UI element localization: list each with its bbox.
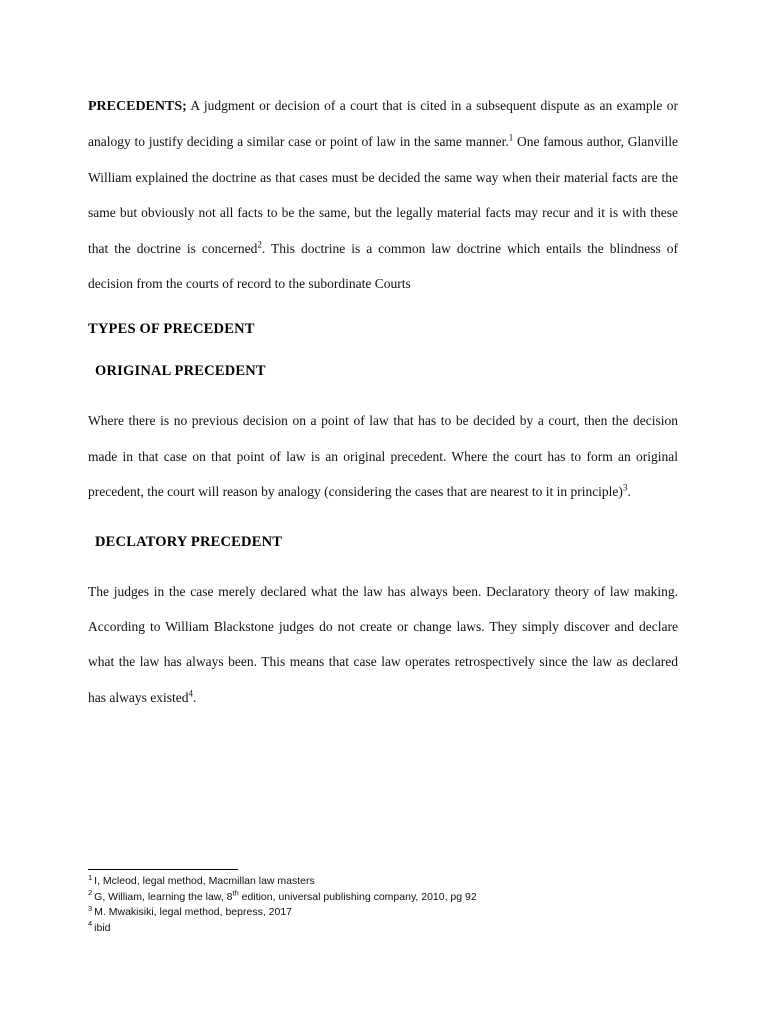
footnote-ref-3[interactable]: 3 <box>622 482 628 493</box>
precedents-text-3: . This doctrine is a common law doctrine which entails the blindness of decision from the courts of record to the subordinate Courts <box>88 240 679 292</box>
paragraph-original-precedent <box>88 403 678 509</box>
footnote-text: I, Mcleod, legal method, Macmillan law masters <box>94 875 315 887</box>
declatory-precedent-text-2: . <box>192 689 197 705</box>
footnote-number: 4 <box>88 919 93 928</box>
footnote-text: ibid <box>94 921 111 934</box>
heading-declatory-precedent: DECLATORY PRECEDENT <box>95 533 283 550</box>
footnote-area <box>88 869 678 936</box>
precedents-label: PRECEDENTS; <box>88 99 187 114</box>
footnote-text: G, William, learning the law, 8 <box>94 890 233 903</box>
footnote-ref-4[interactable]: 4 <box>188 688 193 699</box>
footnote-ordinal-suffix: th <box>232 888 239 897</box>
precedents-text-1: A judgment or decision of a court that is cited in a subsequent dispute as an example or analogy to justify deciding a similar case or point of law in the same manner. <box>88 98 678 150</box>
heading-types-of-precedent: TYPES OF PRECEDENT <box>88 321 255 338</box>
original-precedent-text-2: . <box>627 484 631 500</box>
footnote-item <box>88 905 678 921</box>
footnote-ref-2[interactable]: 2 <box>257 239 262 250</box>
footnote-number: 3 <box>88 903 93 913</box>
footnote-item <box>88 921 678 937</box>
footnote-text-continued: edition, universal publishing company, 2010, pg 92 <box>238 890 477 903</box>
heading-original-precedent: ORIGINAL PRECEDENT <box>95 363 266 380</box>
footnote-separator <box>88 869 238 870</box>
precedents-text-2: One famous author, Glanville William explained the doctrine as that cases must be decided the same way when their material facts are the same but obviously not all facts to be the same, but the legally material facts may recur and it is with these that the doctrine is concerned <box>88 134 679 256</box>
footnote-item <box>88 874 678 890</box>
footnote-item <box>88 890 678 906</box>
footnote-number: 1 <box>88 872 93 882</box>
footnote-text: M. Mwakisiki, legal method, bepress, 2017 <box>94 906 293 918</box>
paragraph-precedents-intro <box>88 88 678 301</box>
footnote-ref-1[interactable]: 1 <box>508 132 514 143</box>
original-precedent-text-1: Where there is no previous decision on a point of law that has to be decided by a court, then the decision made in that case on that point of law is an original precedent. Where the court has to form an original precedent, the court will reason by analogy (considering the cases that are nearest to it in principle) <box>88 413 678 500</box>
declatory-precedent-text-1: The judges in the case merely declared what the law has always been. Declaratory theory of law making. According to William Blackstone judges do not create or change laws. They simply discover and declare what the law has always been. This means that case law operates retrospectively since the law as declared has always existed <box>88 583 678 705</box>
paragraph-declatory-precedent <box>88 574 678 716</box>
footnote-number: 2 <box>88 888 93 897</box>
